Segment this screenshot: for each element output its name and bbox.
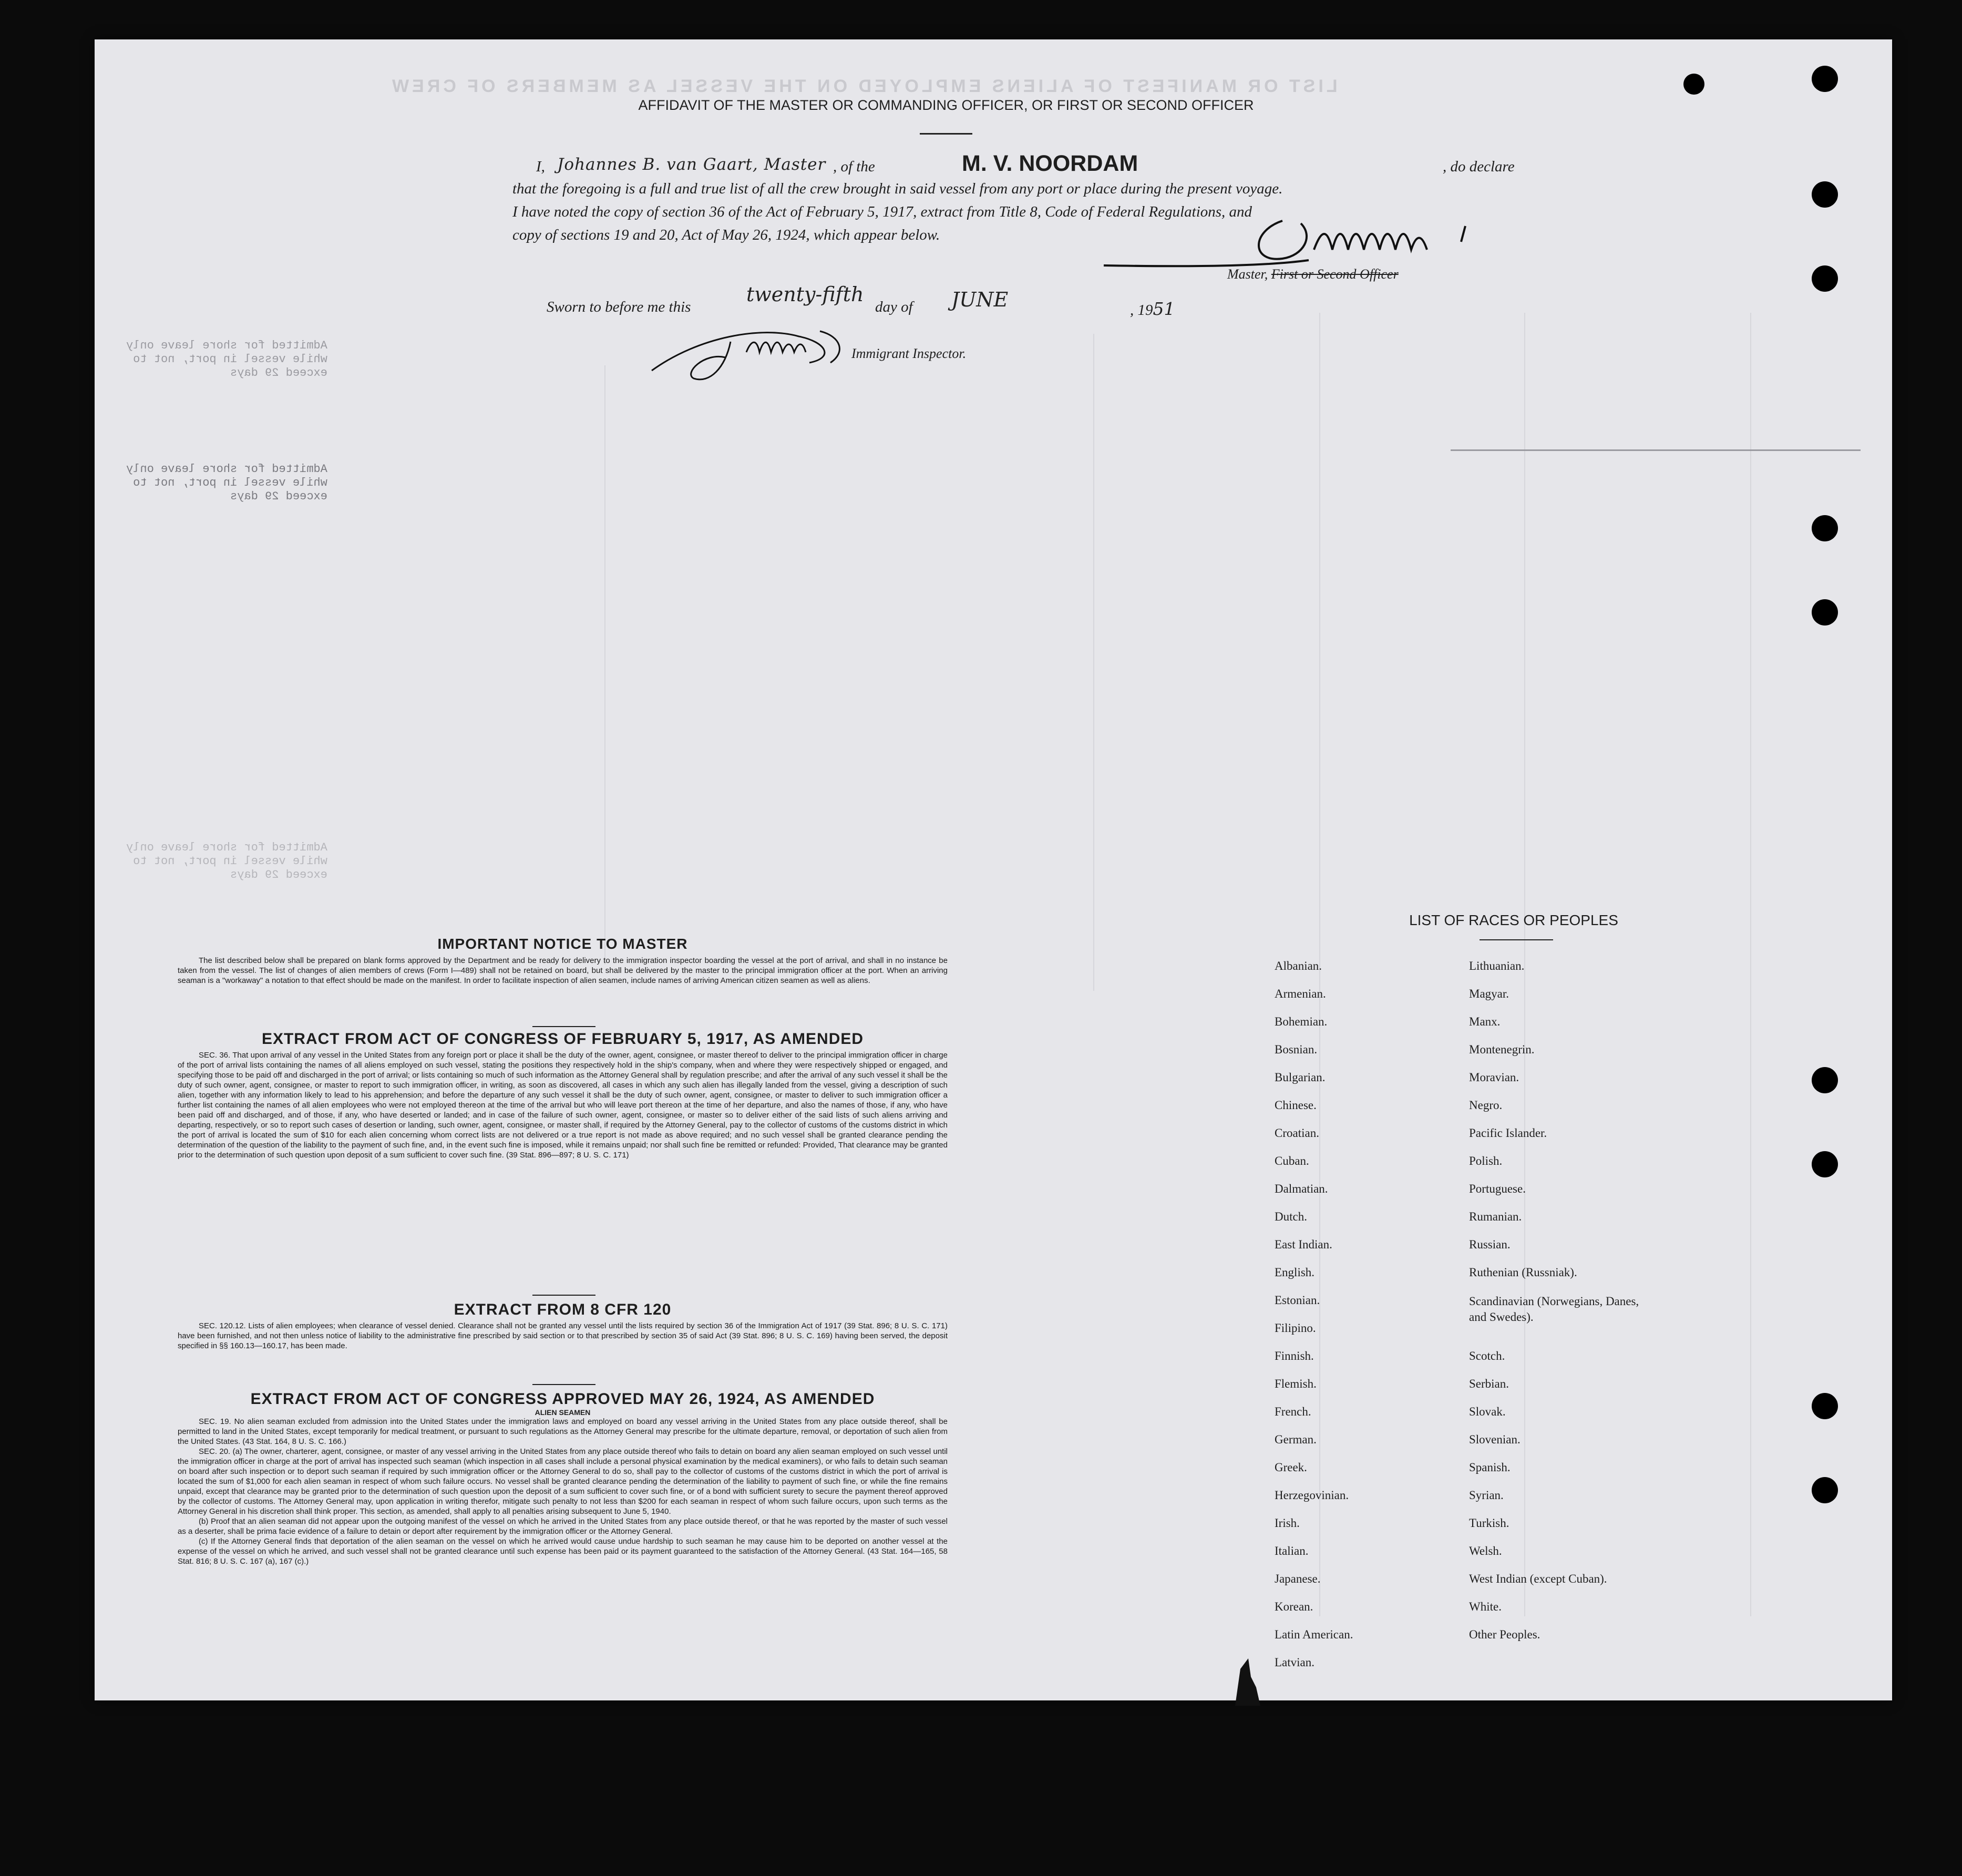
document-page xyxy=(95,39,1892,1700)
stamp-line: while vessel in port, not to xyxy=(133,353,327,366)
race-item: Moravian. xyxy=(1469,1071,1519,1084)
punch-hole xyxy=(1812,1151,1838,1177)
race-item: Slovak. xyxy=(1469,1405,1506,1418)
race-item: Portuguese. xyxy=(1469,1182,1526,1195)
extract-cfr xyxy=(178,1301,948,1351)
notice-block xyxy=(178,936,948,986)
race-item: French. xyxy=(1275,1405,1311,1418)
torn-edge xyxy=(1235,1637,1267,1706)
race-item: Dalmatian. xyxy=(1275,1182,1328,1195)
signer-role-struck: First or Second Officer xyxy=(1271,266,1399,282)
affidavit-title: AFFIDAVIT OF THE MASTER OR COMMANDING OFFICER, OR FIRST OR SECOND OFFICER xyxy=(638,97,1254,113)
bleedthrough-stamp xyxy=(126,841,327,882)
extract-1924-title: EXTRACT FROM ACT OF CONGRESS APPROVED MAY 26, 1924, AS AMENDED xyxy=(250,1390,875,1408)
race-item: Syrian. xyxy=(1469,1489,1504,1502)
race-item: Manx. xyxy=(1469,1015,1501,1028)
race-item: Welsh. xyxy=(1469,1544,1502,1557)
race-item: Scandinavian (Norwegians, Danes, and Swedes). xyxy=(1469,1295,1639,1324)
extract-cfr-body: SEC. 120.12. Lists of alien employees; when clearance of vessel denied. Clearance shall not be granted any vessel until the lists required by section 36 of the Immigration Act of 1917 (39 Stat. 896; 8 U. S. C. 171) have been furnished, and not then unless notice of liability to the administrative fine prescribed by said section or to that prescribed by section 35 of said Act (39 Stat. 896; 8 U. S. C. 169) having been served, the deposit specified in §§ 160.13—160.17, has been made. xyxy=(178,1321,948,1350)
sec19-body: SEC. 19. No alien seaman excluded from admission into the United States under the immigration laws and employed on board any vessel arriving in the United States from any place outside thereof, shall be permitted to land in the United States, except temporarily for medical treatment, or pursuant to such regulations as the Attorney General may prescribe for the ultimate departure, removal, or deportation of such alien from the United States. (43 Stat. 164, 8 U. S. C. 166.) xyxy=(178,1417,948,1446)
bleedthrough-rule xyxy=(1750,313,1751,1616)
stamp-line: exceed 29 days xyxy=(230,490,327,503)
sec20b-body: (b) Proof that an alien seaman did not appear upon the outgoing manifest of the vessel on which he arrived in the United States from any place outside thereof, or that he was reported by the master of such vessel as a deserter, shall be prima facie evidence of a failure to detain or deport after requirement by the immigration officer or the Attorney General. xyxy=(178,1517,948,1536)
race-item: Polish. xyxy=(1469,1154,1503,1167)
divider xyxy=(920,133,972,135)
race-item: Scotch. xyxy=(1469,1349,1505,1362)
bleedthrough-stamp xyxy=(126,339,327,380)
extract-1924-subtitle: ALIEN SEAMEN xyxy=(535,1408,591,1417)
divider xyxy=(532,1295,595,1296)
race-item: Russian. xyxy=(1469,1238,1511,1251)
extract-1917-title: EXTRACT FROM ACT OF CONGRESS OF FEBRUARY 5, 1917, AS AMENDED xyxy=(261,1030,864,1048)
stamp-line: Admitted for shore leave only xyxy=(126,841,327,854)
vessel-name: M. V. NOORDAM xyxy=(962,151,1138,176)
body-line: that the foregoing is a full and true list of all the crew brought in said vessel from any port or place during the present voyage. xyxy=(512,180,1283,197)
races-title: LIST OF RACES OR PEOPLES xyxy=(1409,912,1618,928)
race-item: Latvian. xyxy=(1275,1656,1314,1669)
bleedthrough-rule xyxy=(604,365,605,965)
notice-body: The list described below shall be prepared on blank forms approved by the Department and be ready for delivery to the immigration inspector boarding the vessel at the port of arrival, and shall in no instance be taken from the vessel. The list of changes of alien members of crews (Form I—489) shall not be retained on board, but shall be delivered by the master to the principal immigration officer at the port. When an arriving seaman is a "workaway" a notation to that effect should be made on the manifest. In order to facilitate inspection of alien seamen, include names of arriving American citizen seamen as well as aliens. xyxy=(178,956,948,985)
inspector-label: Immigrant Inspector. xyxy=(851,346,967,361)
punch-hole xyxy=(1812,181,1838,208)
punch-hole xyxy=(1812,1477,1838,1503)
race-item: Bohemian. xyxy=(1275,1015,1328,1028)
race-item: Chinese. xyxy=(1275,1099,1317,1112)
sworn-month: JUNE xyxy=(951,288,1009,311)
race-item: White. xyxy=(1469,1600,1502,1613)
race-item: Irish. xyxy=(1275,1516,1300,1530)
year-suffix: 51 xyxy=(1153,299,1175,319)
race-item: Dutch. xyxy=(1275,1210,1307,1223)
race-item: Turkish. xyxy=(1469,1516,1509,1530)
race-item: Spanish. xyxy=(1469,1461,1511,1474)
bleedthrough-header: LIST OR MANIFEST OF ALIENS EMPLOYED ON THE VESSEL AS MEMBERS OF CREW xyxy=(389,76,1338,96)
stamp-line: while vessel in port, not to xyxy=(133,476,327,489)
declarant-prefix: I, xyxy=(536,158,545,175)
punch-hole xyxy=(1812,599,1838,626)
races-column-1 xyxy=(1275,959,1485,1695)
race-item: Rumanian. xyxy=(1469,1210,1522,1223)
divider xyxy=(532,1384,595,1385)
body-line: copy of sections 19 and 20, Act of May 26, 1924, which appear below. xyxy=(512,227,940,243)
race-item: Slovenian. xyxy=(1469,1433,1521,1446)
stamp-line: exceed 29 days xyxy=(230,366,327,380)
divider xyxy=(532,1026,595,1027)
race-item: Serbian. xyxy=(1469,1377,1509,1390)
extract-1917-body: SEC. 36. That upon arrival of any vessel in the United States from any foreign port or place it shall be the duty of the owner, agent, consignee, or master thereof to deliver to the principal immigration officer in charge of the port of arrival lists containing the names of all aliens employed on such vessel, stating the positions they respectively hold in the ship's company, when and where they were respectively shipped or engaged, and specifying those to be paid off and discharged in the port of arrival; or lists containing so much of such information as the Attorney General shall by regulation prescribe; and after the arrival of any such vessel it shall be the duty of such owner, agent, consignee, or master to report to such immigration officer, in writing, as soon as discovered, all cases in which any such alien has illegally landed from the vessel, giving a description of such alien, together with any information likely to lead to his apprehension; and before the departure of any such vessel it shall be the duty of such owner, agent, consignee, or master to deliver to such immigration officer a further list containing the names of all alien employees who were not employed thereon at the time of the arrival but who will leave port thereon at the time of her departure, and also the names of those, if any, who have been paid off and discharged, and of those, if any, who have deserted or landed; and in case of the failure of such owner, agent, consignee, or master so to deliver either of the said lists of such aliens arriving and departing, respectively, or so to report such cases of desertion or landing, such owner, agent, consignee, or master shall, if required by the Attorney General, pay to the collector of customs of the customs district in which the port of arrival is located the sum of $10 for each alien concerning whom correct lists are not delivered or a true report is not made as above required; and no such vessel shall be granted clearance pending the determination of the question of the liability to the payment of such fine, and, in the event such fine is imposed, while it remains unpaid; nor shall such fine be remitted or refunded: Provided, That clearance may be granted prior to the determination of such question upon deposit of a sum sufficient to cover such fine. (39 Stat. 896—897; 8 U. S. C. 171) xyxy=(178,1051,948,1160)
race-item: Korean. xyxy=(1275,1600,1313,1613)
race-item: Herzegovinian. xyxy=(1275,1489,1349,1502)
race-item: Montenegrin. xyxy=(1469,1043,1535,1056)
race-item: Other Peoples. xyxy=(1469,1628,1540,1641)
race-item: Italian. xyxy=(1275,1544,1309,1557)
race-item: Ruthenian (Russniak). xyxy=(1469,1266,1577,1279)
race-item: Japanese. xyxy=(1275,1572,1321,1585)
race-item: Flemish. xyxy=(1275,1377,1317,1390)
race-item: East Indian. xyxy=(1275,1238,1332,1251)
day-of-label: day of xyxy=(875,299,913,315)
stamp-line: while vessel in port, not to xyxy=(133,855,327,868)
sworn-day: twenty-fifth xyxy=(746,283,864,306)
extract-1924 xyxy=(178,1390,948,1566)
stamp-line: exceed 29 days xyxy=(230,868,327,881)
race-item: German. xyxy=(1275,1433,1317,1446)
punch-hole xyxy=(1812,1393,1838,1419)
punch-hole xyxy=(1812,66,1838,92)
sec20a-body: SEC. 20. (a) The owner, charterer, agent, consignee, or master of any vessel arriving in the United States from any place outside thereof who fails to detain on board any alien seaman employed on such vessel until the immigration officer in charge at the port of arrival has inspected such seaman (which inspection in all cases shall include a personal physical examination by the medical examiners), or who fails to detain such seaman on board after such inspection or to deport such seaman if required by such immigration officer or the Attorney General to do so, shall pay to the collector of customs of the customs district in which the port of arrival is located the sum of $1,000 for each alien seaman in respect of whom such failure occurs. No vessel shall be granted clearance pending the determination of the liability to payment of such fine, or while the fine remains unpaid, except that clearance may be granted prior to the determination of such question upon the deposit of a sum sufficient to cover such fine, or of a bond with sufficient surety to secure the payment thereof approved by the collector of customs. The Attorney General may, upon application in writing therefor, mitigate such penalty to not less than $200 for each seaman in respect of whom such failure occurs, upon such terms as the Attorney General in his discretion shall think proper. This section, as amended, shall apply to all penalties arising subsequent to June 5, 1940. xyxy=(178,1447,948,1516)
race-item: Cuban. xyxy=(1275,1154,1309,1167)
race-item: Bosnian. xyxy=(1275,1043,1318,1056)
declarant-name: Johannes B. van Gaart, Master xyxy=(557,155,826,174)
do-declare-label: , do declare xyxy=(1443,158,1515,175)
race-item: Greek. xyxy=(1275,1461,1307,1474)
race-item: Magyar. xyxy=(1469,987,1509,1000)
race-item: English. xyxy=(1275,1266,1315,1279)
race-item: Albanian. xyxy=(1275,959,1322,972)
race-item: Lithuanian. xyxy=(1469,959,1525,972)
stamp-line: Admitted for shore leave only xyxy=(126,463,327,476)
notice-title: IMPORTANT NOTICE TO MASTER xyxy=(437,936,688,952)
divider xyxy=(1480,939,1553,940)
race-item: Bulgarian. xyxy=(1275,1071,1326,1084)
punch-hole xyxy=(1812,1067,1838,1093)
race-item: Estonian. xyxy=(1275,1294,1320,1307)
race-item: Filipino. xyxy=(1275,1321,1316,1335)
race-item: Finnish. xyxy=(1275,1349,1314,1362)
sec20c-body: (c) If the Attorney General finds that deportation of the alien seaman on the vessel on which he arrived would cause undue hardship to such seaman he may cause him to be deported on another vessel at the expense of the vessel on which he arrived, and such vessel shall not be granted clearance until such expense has been paid or its payment guaranteed to the satisfaction of the Attorney General. (43 Stat. 164—165, 58 Stat. 816; 8 U. S. C. 167 (a), 167 (c).) xyxy=(178,1537,948,1566)
extract-1917 xyxy=(178,1030,948,1160)
race-item: Negro. xyxy=(1469,1099,1503,1112)
race-item: Pacific Islander. xyxy=(1469,1126,1547,1140)
race-item: Latin American. xyxy=(1275,1628,1353,1641)
races-column-2 xyxy=(1469,959,1742,1695)
of-the-label: , of the xyxy=(833,158,875,175)
punch-hole xyxy=(1683,74,1704,95)
race-item: West Indian (except Cuban). xyxy=(1469,1572,1607,1585)
bleedthrough-stamp xyxy=(126,463,327,504)
extract-cfr-title: EXTRACT FROM 8 CFR 120 xyxy=(454,1301,672,1318)
year-prefix: , 19 xyxy=(1130,302,1153,319)
race-item: Armenian. xyxy=(1275,987,1326,1000)
punch-hole xyxy=(1812,265,1838,292)
bleedthrough-rule xyxy=(1451,449,1861,451)
sworn-prefix: Sworn to before me this xyxy=(547,299,691,315)
sworn-year xyxy=(1130,299,1175,319)
stamp-line: Admitted for shore leave only xyxy=(126,339,327,352)
bleedthrough-rule xyxy=(1093,334,1094,991)
body-line: I have noted the copy of section 36 of the Act of February 5, 1917, extract from Title 8, Code of Federal Regulations, and xyxy=(512,203,1252,220)
signer-role-master: Master, xyxy=(1227,266,1268,282)
race-item: Croatian. xyxy=(1275,1126,1319,1140)
punch-hole xyxy=(1812,515,1838,541)
